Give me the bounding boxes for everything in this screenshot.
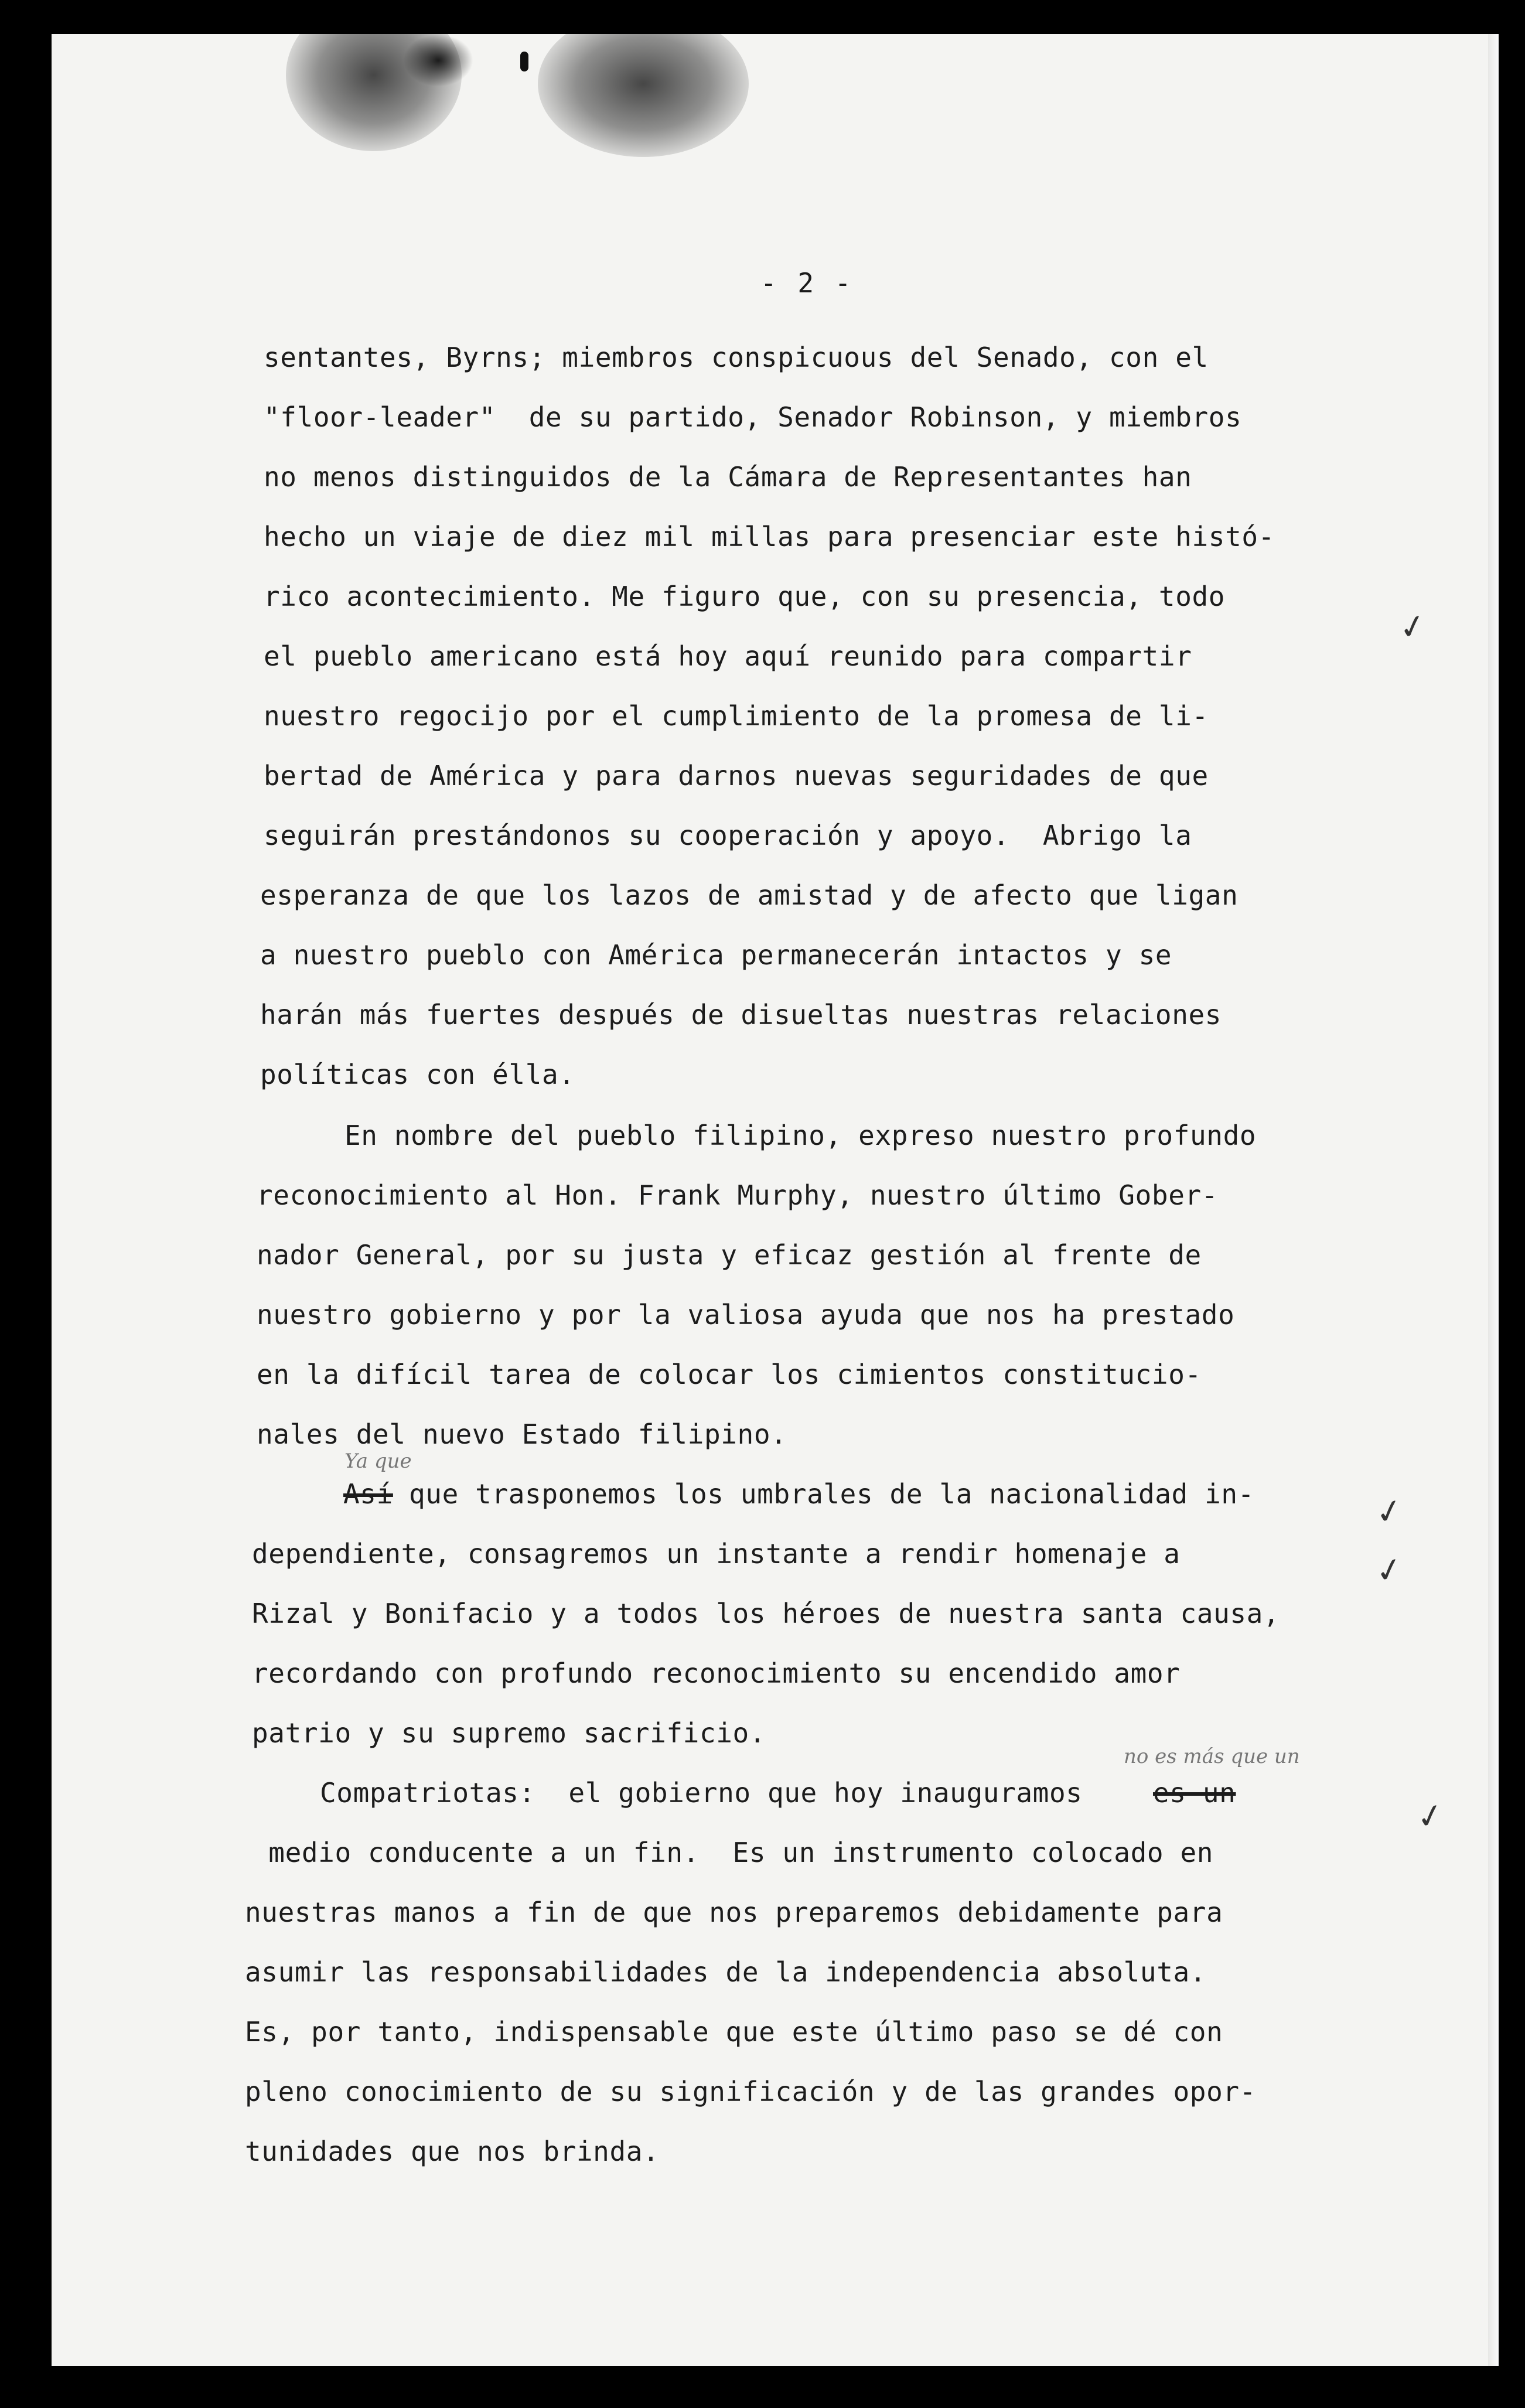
- ink-stain: [403, 34, 473, 87]
- handwritten-insert: no es más que un: [1124, 1745, 1300, 1768]
- ink-mark: [520, 52, 528, 71]
- text-line: nuestro gobierno y por la valiosa ayuda que nos ha prestado: [257, 1299, 1235, 1331]
- text-line: nuestro regocijo por el cumplimiento de la promesa de li-: [264, 700, 1209, 732]
- check-mark-icon: ✓: [1395, 605, 1431, 649]
- text-line: "floor-leader" de su partido, Senador Robinson, y miembros: [264, 401, 1242, 433]
- text-line: en la difícil tarea de colocar los cimientos constitucio-: [257, 1359, 1202, 1390]
- text-line: bertad de América y para darnos nuevas seguridades de que: [264, 760, 1209, 792]
- text-line: reconocimiento al Hon. Frank Murphy, nuestro último Gober-: [257, 1179, 1219, 1211]
- text-line: nuestras manos a fin de que nos preparemos debidamente para: [245, 1897, 1223, 1928]
- page-number: - 2 -: [760, 267, 854, 299]
- text-line: no menos distinguidos de la Cámara de Representantes han: [264, 461, 1192, 493]
- text-line: el pueblo americano está hoy aquí reunido para compartir: [264, 640, 1192, 672]
- text-line: nador General, por su justa y eficaz gestión al frente de: [257, 1239, 1202, 1271]
- text-line: medio conducente a un fin. Es un instrumento colocado en: [252, 1837, 1214, 1868]
- paper-edge: [1488, 34, 1499, 2366]
- text-line: políticas con élla.: [260, 1059, 575, 1090]
- handwritten-insert: Ya que: [344, 1449, 412, 1473]
- text-line: nales del nuevo Estado filipino.: [257, 1418, 787, 1450]
- text-line: pleno conocimiento de su significación y de las grandes opor-: [245, 2076, 1256, 2107]
- text-line: Compatriotas: el gobierno que hoy inauguramos: [320, 1777, 1083, 1809]
- text-line: rico acontecimiento. Me figuro que, con su presencia, todo: [264, 581, 1226, 612]
- text-line: tunidades que nos brinda.: [245, 2136, 660, 2167]
- text-line: harán más fuertes después de disueltas nuestras relaciones: [260, 999, 1222, 1031]
- struck-word: es un: [1153, 1777, 1236, 1809]
- text-line: En nombre del pueblo filipino, expreso nuestro profundo: [344, 1120, 1257, 1151]
- text-line: a nuestro pueblo con América permanecerán intactos y se: [260, 939, 1172, 971]
- text-line: sentantes, Byrns; miembros conspicuous del Senado, con el: [264, 342, 1209, 373]
- text-line: asumir las responsabilidades de la independencia absoluta.: [245, 1956, 1207, 1988]
- text-line: Rizal y Bonifacio y a todos los héroes de nuestra santa causa,: [252, 1598, 1280, 1629]
- text-line: patrio y su supremo sacrificio.: [252, 1717, 766, 1749]
- text-line: dependiente, consagremos un instante a rendir homenaje a: [252, 1538, 1181, 1570]
- check-mark-icon: ✓: [1372, 1490, 1407, 1534]
- text-line: esperanza de que los lazos de amistad y de afecto que ligan: [260, 879, 1239, 911]
- text-line: que trasponemos los umbrales de la nacionalidad in-: [409, 1478, 1255, 1510]
- text-line: seguirán prestándonos su cooperación y apoyo. Abrigo la: [264, 820, 1192, 851]
- text-line: recordando con profundo reconocimiento su encendido amor: [252, 1657, 1181, 1689]
- ink-stain: [538, 34, 749, 157]
- check-mark-icon: ✓: [1372, 1549, 1407, 1592]
- document-page: [52, 34, 1499, 2366]
- check-mark-icon: ✓: [1413, 1795, 1448, 1839]
- struck-word: Así: [343, 1478, 393, 1510]
- text-line: hecho un viaje de diez mil millas para presenciar este histó-: [264, 521, 1275, 552]
- text-line: Es, por tanto, indispensable que este último paso se dé con: [245, 2016, 1223, 2048]
